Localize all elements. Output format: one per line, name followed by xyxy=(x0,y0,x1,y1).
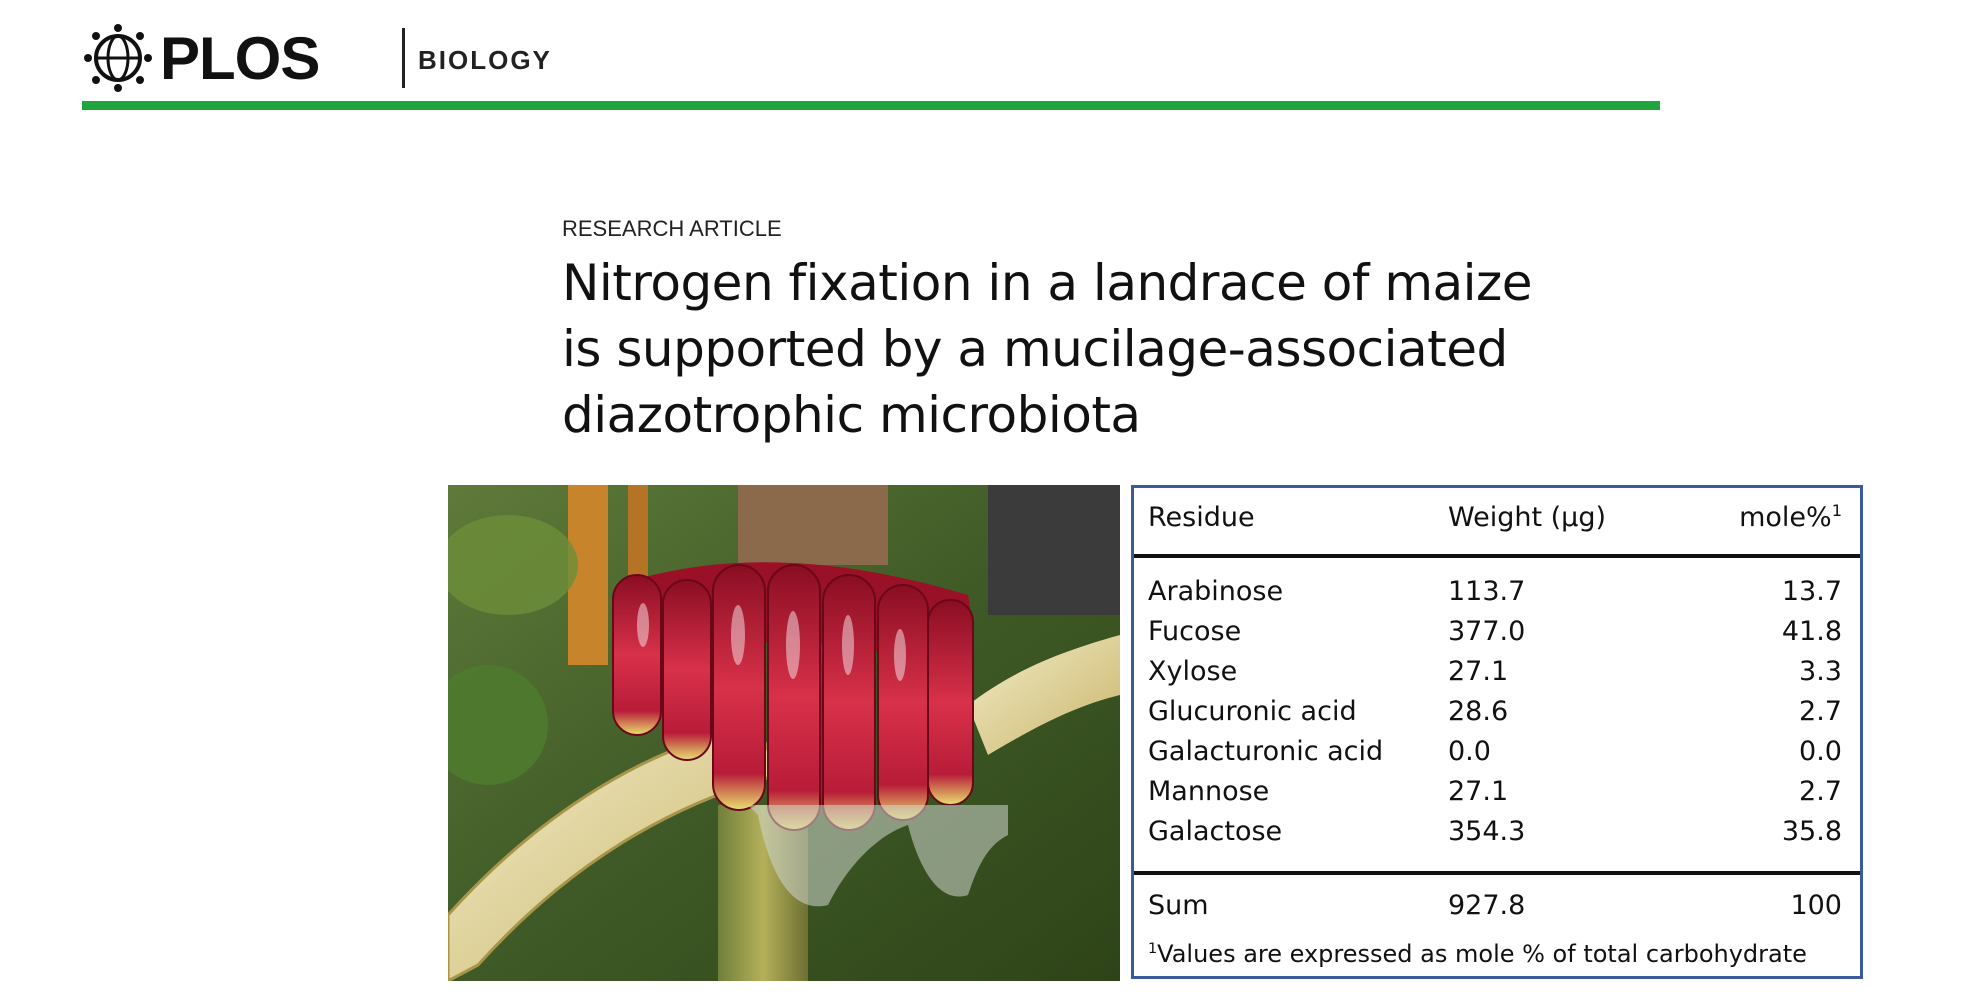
cell-weight: 28.6 xyxy=(1448,696,1509,727)
sum-row xyxy=(1148,888,1852,924)
cell-weight: 113.7 xyxy=(1448,576,1526,607)
cell-weight: 377.0 xyxy=(1448,616,1526,647)
cell-residue: Arabinose xyxy=(1148,576,1284,607)
sum-label: Sum xyxy=(1148,890,1209,921)
table-row xyxy=(1148,734,1852,770)
journal-header xyxy=(80,18,1680,98)
maize-aerial-roots-photo xyxy=(448,485,1120,981)
cell-mole: 2.7 xyxy=(1799,696,1842,727)
table-row xyxy=(1148,654,1852,690)
header-weight: Weight (μg) xyxy=(1448,502,1607,533)
table-row xyxy=(1148,774,1852,810)
header-mole-label: mole% xyxy=(1739,502,1832,533)
carbohydrate-composition-table xyxy=(1131,485,1863,979)
table-row xyxy=(1148,694,1852,730)
cell-residue: Galactose xyxy=(1148,816,1283,847)
logo-divider xyxy=(402,28,405,88)
table-footnote xyxy=(1148,940,1807,968)
cell-residue: Fucose xyxy=(1148,616,1242,647)
sum-weight: 927.8 xyxy=(1448,890,1526,921)
cell-weight: 27.1 xyxy=(1448,776,1509,807)
cell-weight: 0.0 xyxy=(1448,736,1491,767)
footnote-mark: 1 xyxy=(1148,941,1158,957)
cell-mole: 13.7 xyxy=(1781,576,1842,607)
cell-weight: 354.3 xyxy=(1448,816,1526,847)
cell-mole: 41.8 xyxy=(1781,616,1842,647)
table-row xyxy=(1148,574,1852,610)
cell-mole: 35.8 xyxy=(1781,816,1842,847)
table-header-row xyxy=(1148,500,1852,536)
header-mole-footnote-mark: 1 xyxy=(1831,501,1842,520)
sum-mole: 100 xyxy=(1790,890,1842,921)
cell-mole: 3.3 xyxy=(1799,656,1842,687)
cell-residue: Mannose xyxy=(1148,776,1270,807)
cell-weight: 27.1 xyxy=(1448,656,1509,687)
header-rule xyxy=(1134,554,1860,558)
table-row xyxy=(1148,814,1852,850)
header-mole xyxy=(1702,500,1842,536)
article-title: Nitrogen fixation in a landrace of maize is supported by a mucilage-associated diazotrophic microbiota xyxy=(562,254,1533,444)
header-residue: Residue xyxy=(1148,502,1255,533)
footnote-text: Values are expressed as mole % of total carbohydrate xyxy=(1157,940,1807,968)
article-type: RESEARCH ARTICLE xyxy=(562,216,782,241)
sum-rule xyxy=(1134,871,1860,875)
logo-text: PLOS xyxy=(160,25,320,92)
table-row xyxy=(1148,614,1852,650)
journal-name: BIOLOGY xyxy=(418,45,552,75)
cell-residue: Glucuronic acid xyxy=(1148,696,1357,727)
cell-mole: 2.7 xyxy=(1799,776,1842,807)
cell-residue: Galacturonic acid xyxy=(1148,736,1384,767)
cell-mole: 0.0 xyxy=(1799,736,1842,767)
cell-residue: Xylose xyxy=(1148,656,1238,687)
header-rule xyxy=(82,101,1660,110)
plos-logo-icon xyxy=(82,22,154,94)
